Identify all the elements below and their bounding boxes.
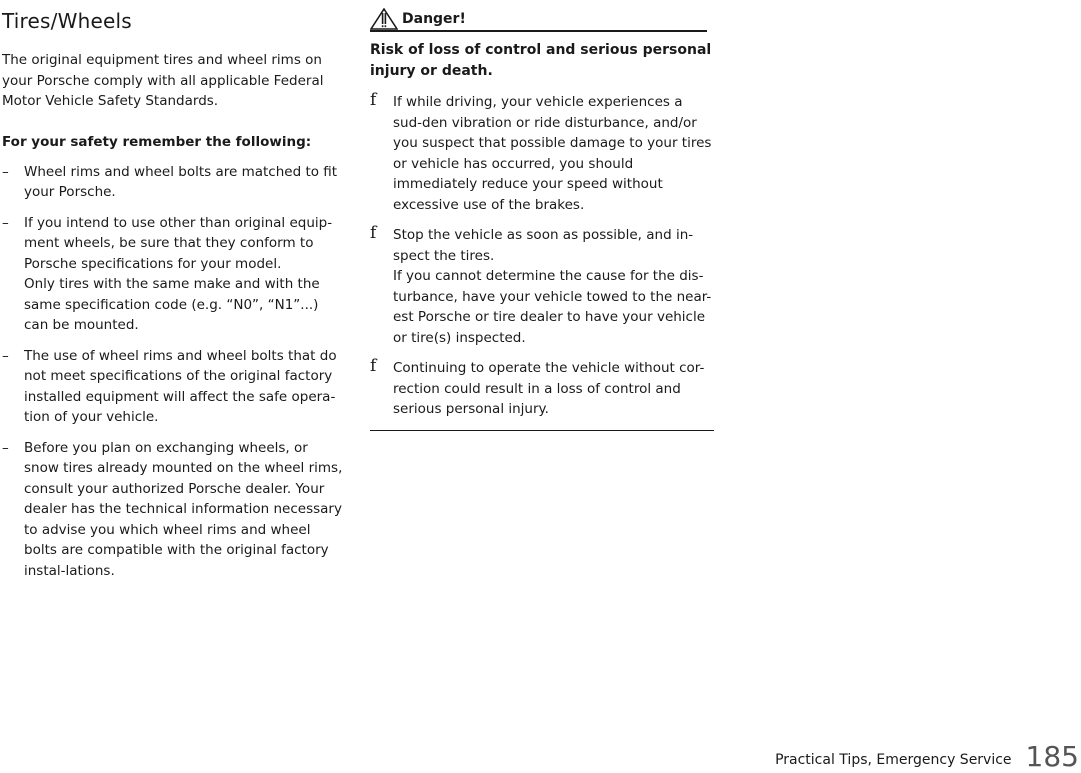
list-item-text: [24, 438, 344, 582]
list-item-paragraph: If while driving, your vehicle experiences a sud-den vibration or ride disturbance, and/or you suspect that possible damage to your tires or vehicle has occurred, you should immediately reduce your speed without excessive use of the brakes.: [393, 94, 712, 213]
warning-triangle-icon: [370, 8, 398, 30]
list-item-paragraph: If you cannot determine the cause for the dis-turbance, have your vehicle towed to the near-est Porsche or tire dealer to have your vehicle or tire(s) inspected.: [393, 268, 712, 346]
danger-instructions-list: [370, 92, 714, 420]
safety-heading: For your safety remember the following:: [2, 133, 312, 150]
list-item-text: [393, 358, 714, 420]
list-item: [2, 438, 344, 582]
page-footer: [775, 736, 1081, 772]
list-marker: –: [2, 347, 9, 364]
safety-list: [2, 162, 344, 582]
list-marker: –: [2, 214, 9, 231]
list-item-paragraph: Continuing to operate the vehicle without cor-rection could result in a loss of control and serious personal injury.: [393, 360, 705, 417]
danger-label: Danger!: [402, 11, 466, 27]
list-item: [2, 346, 344, 428]
danger-risk-text: Risk of loss of control and serious personal injury or death.: [370, 42, 712, 79]
section-title: Tires/Wheels: [2, 9, 132, 33]
list-item-text: [24, 213, 344, 336]
list-marker: f: [370, 90, 377, 110]
list-item-text: [393, 225, 714, 348]
danger-bottom-rule: [370, 430, 714, 431]
list-marker: –: [2, 163, 9, 180]
list-item-paragraph: Stop the vehicle as soon as possible, and in-spect the tires.: [393, 227, 694, 264]
danger-notice: [370, 6, 714, 431]
list-item: [370, 92, 714, 215]
list-item: [2, 213, 344, 336]
list-marker: f: [370, 356, 377, 376]
list-item-text: [393, 92, 714, 215]
footer-section-title: Practical Tips, Emergency Service: [775, 752, 1012, 768]
list-item-paragraph: Wheel rims and wheel bolts are matched to fit your Porsche.: [24, 163, 338, 200]
list-item: [370, 225, 714, 348]
list-item-text: [24, 162, 344, 203]
list-item: [370, 358, 714, 420]
list-marker: f: [370, 223, 377, 243]
intro-paragraph: The original equipment tires and wheel rims on your Porsche comply with all applicable Federal Motor Vehicle Safety Standards.: [2, 52, 324, 109]
left-column: [2, 8, 344, 591]
page-number: 185: [1025, 740, 1079, 773]
list-item: [2, 162, 344, 203]
list-item-text: [24, 346, 344, 428]
list-item-paragraph: Before you plan on exchanging wheels, or snow tires already mounted on the wheel rims, consult your authorized Porsche dealer. Your dealer has the technical information necessary to advise you which wheel rims and wheel bolts are compatible with the original factory instal-lations.: [24, 439, 343, 579]
list-item-paragraph: The use of wheel rims and wheel bolts that do not meet specifications of the original factory installed equipment will affect the safe opera-tion of your vehicle.: [24, 347, 337, 425]
list-item-paragraph: If you intend to use other than original equip-ment wheels, be sure that they conform to Porsche specifications for your model.: [24, 214, 333, 272]
list-item-paragraph: Only tires with the same make and with the same specification code (e.g. “N0”, “N1”...) can be mounted.: [24, 276, 320, 333]
list-marker: –: [2, 439, 9, 456]
danger-header: [370, 6, 707, 32]
